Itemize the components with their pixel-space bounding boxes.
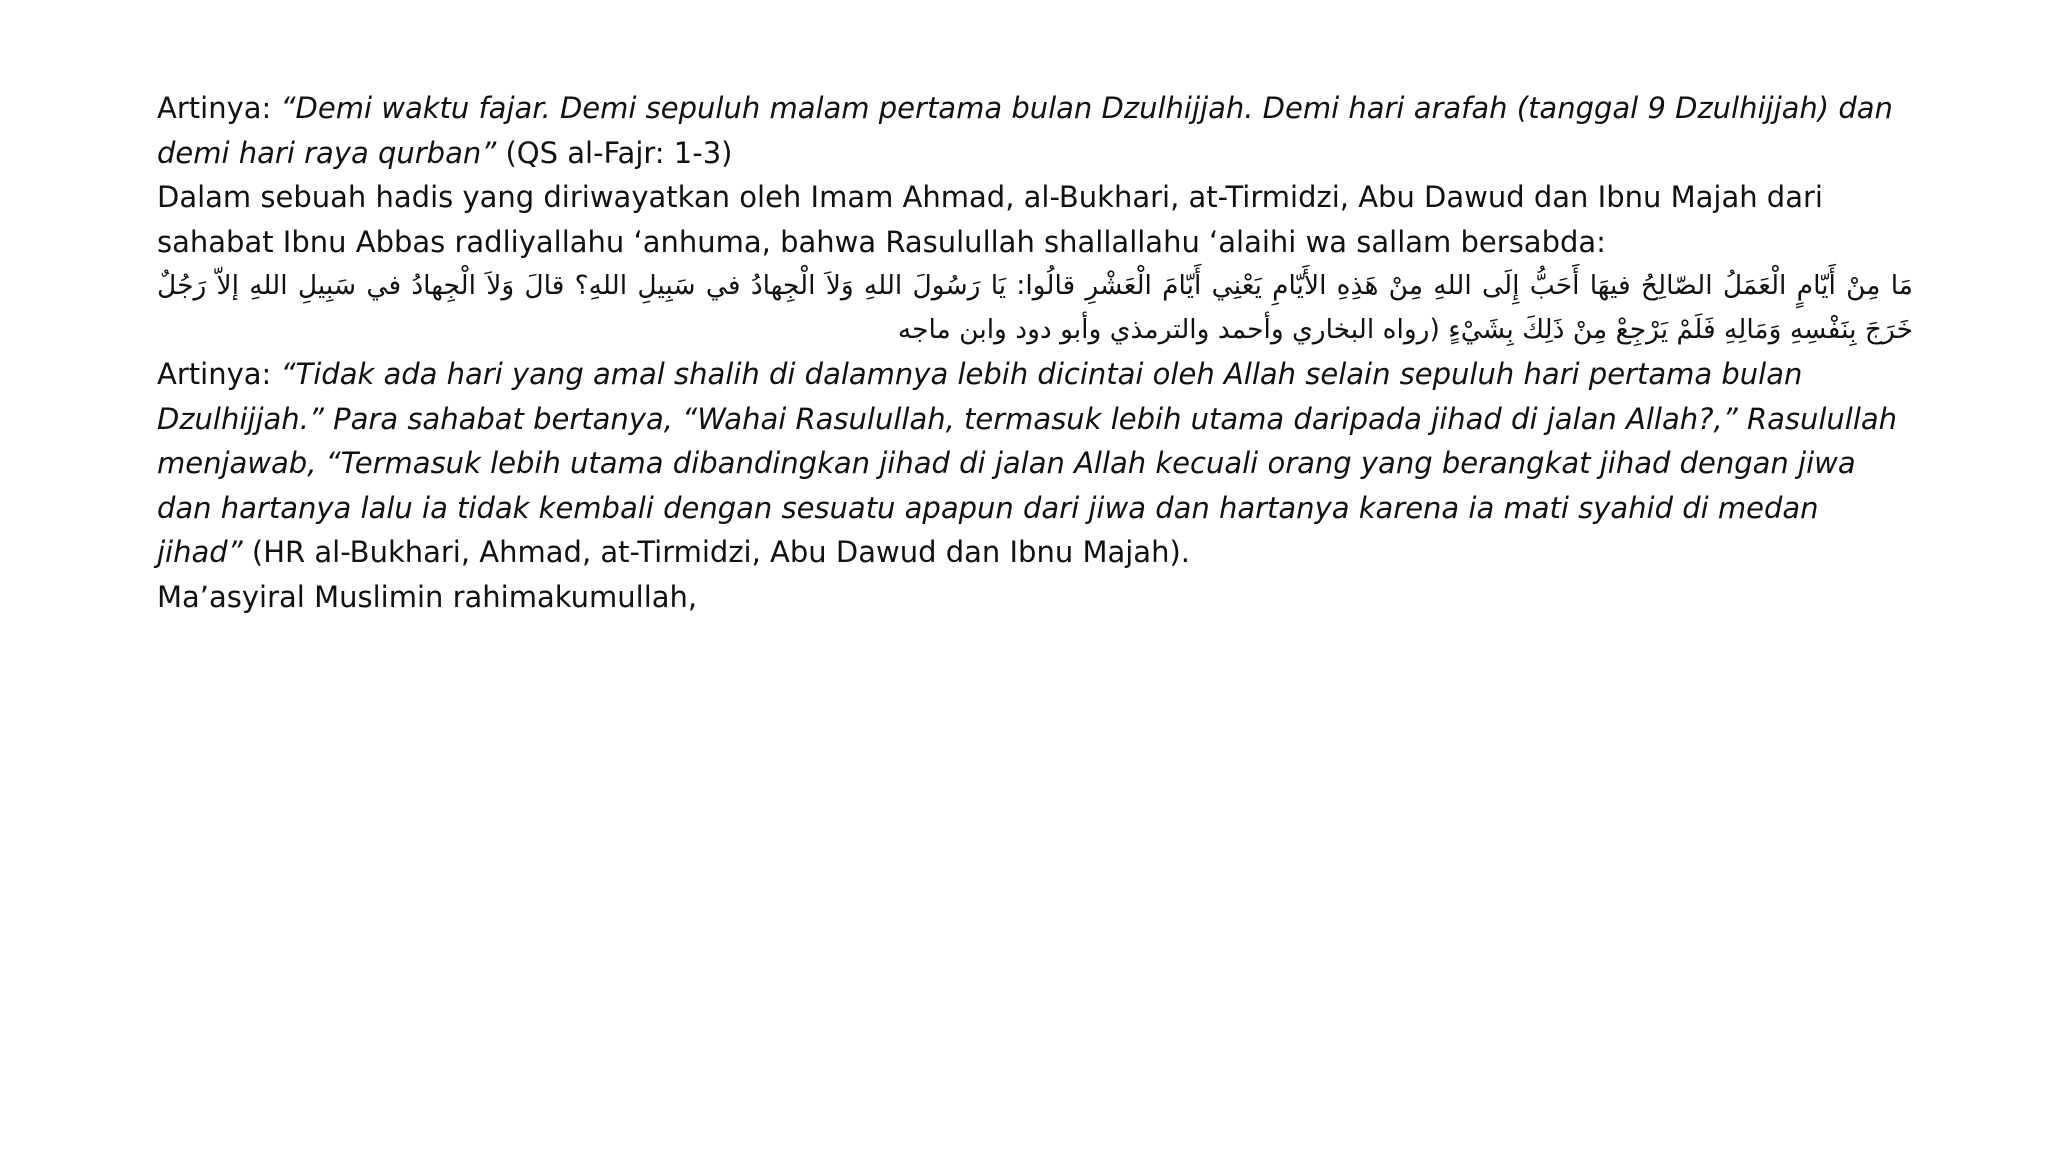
translation-lead: Artinya:	[157, 91, 281, 125]
hadith-intro-paragraph: Dalam sebuah hadis yang diriwayatkan oleh Imam Ahmad, al-Bukhari, at-Tirmidzi, Abu Dawud dan Ibnu Majah dari sahabat Ibnu Abbas radliyallahu ‘anhuma, bahwa Rasulullah shallallahu ‘alaihi wa sallam bersabda:	[157, 180, 1823, 259]
text-body	[157, 86, 1913, 619]
arabic-hadith-text: مَا مِنْ أَيّامٍ الْعَمَلُ الصّالِحُ فيهَا أَحَبُّ إِلَى اللهِ مِنْ هَذِهِ الأَيّامِ يَعْنِي أَيّامَ الْعَشْرِ قالُوا: يَا رَسُولَ اللهِ وَلاَ الْجِهادُ في سَبِيلِ اللهِ؟ قالَ وَلاَ الْجِهادُ في سَبِيلِ اللهِ إلاّ رَجُلٌ خَرَجَ بِنَفْسِهِ وَمَالِهِ فَلَمْ يَرْجِعْ مِنْ ذَلِكَ بِشَيْءٍ (رواه البخاري وأحمد والترمذي وأبو دود وابن ماجه	[157, 270, 1913, 345]
translation-lead: Artinya:	[157, 357, 281, 391]
translation-reference: (HR al-Bukhari, Ahmad, at-Tirmidzi, Abu Dawud dan Ibnu Majah).	[242, 535, 1190, 569]
translation-quote: “Demi waktu fajar. Demi sepuluh malam pertama bulan Dzulhijjah. Demi hari arafah (tanggal 9 Dzulhijjah) dan demi hari raya qurban”	[157, 91, 1893, 170]
closing-address: Ma’asyiral Muslimin rahimakumullah,	[157, 579, 698, 614]
translation-quote: “Tidak ada hari yang amal shalih di dalamnya lebih dicintai oleh Allah selain sepuluh hari pertama bulan Dzulhijjah.” Para sahabat bertanya, “Wahai Rasulullah, termasuk lebih utama daripada jihad di jalan Allah?,” Rasulullah menjawab, “Termasuk lebih utama dibandingkan jihad di jalan Allah kecuali orang yang berangkat jihad dengan jiwa dan hartanya lalu ia tidak kembali dengan sesuatu apapun dari jiwa dan hartanya karena ia mati syahid di medan jihad”	[157, 357, 1898, 569]
translation-paragraph-2	[157, 352, 1913, 575]
translation-reference: (QS al-Fajr: 1-3)	[496, 135, 733, 170]
translation-paragraph-1	[157, 86, 1913, 175]
